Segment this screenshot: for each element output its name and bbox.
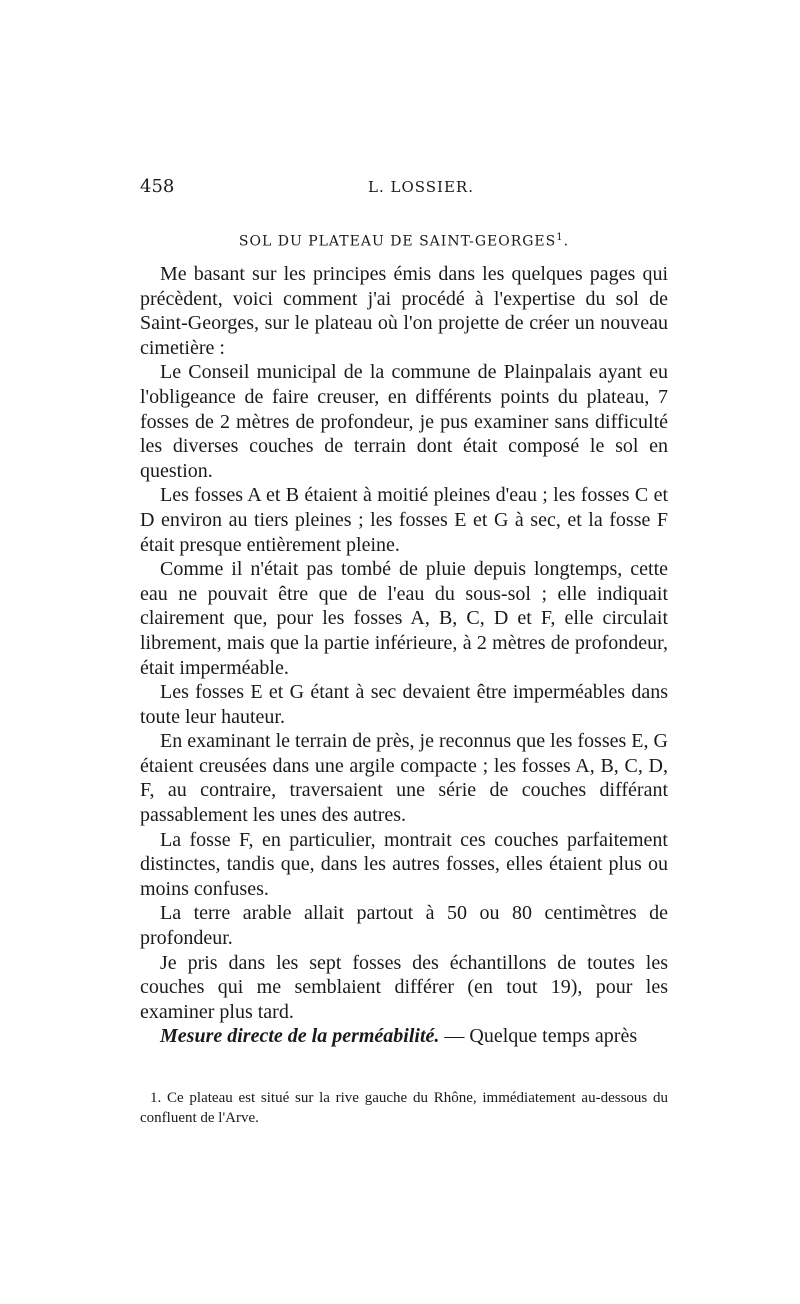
footnote: 1. Ce plateau est situé sur la rive gauche du Rhône, immédiatement au-dessous du confluent de l'Arve. [140, 1090, 668, 1126]
paragraph: Je pris dans les sept fosses des échantillons de toutes les couches qui me semblaient différer (en tout 19), pour les examiner plus tard. [140, 951, 668, 1023]
italic-lead: Mesure directe de la perméabilité. [160, 1025, 440, 1048]
page-number: 458 [140, 176, 175, 197]
paragraph: En examinant le terrain de près, je reconnus que les fosses E, G étaient creusées dans une argile compacte ; les fosses A, B, C, D, F, au contraire, traversaient une série de couches différant passablement les unes des autres. [140, 730, 668, 827]
paragraph: La terre arable allait partout à 50 ou 80 centimètres de profondeur. [140, 902, 668, 950]
section-heading-text: SOL DU PLATEAU DE SAINT-GEORGES [238, 233, 557, 250]
footnote-marker: 1 [556, 232, 564, 243]
paragraph: Les fosses A et B étaient à moitié pleines d'eau ; les fosses C et D environ au tiers pleines ; les fosses E et G à sec, et la fosse F était presque entièrement pleine. [140, 484, 668, 556]
paragraph: Les fosses E et G étant à sec devaient être imperméables dans toute leur hauteur. [140, 681, 668, 728]
paragraph: La fosse F, en particulier, montrait ces couches parfaitement distinctes, tandis que, dans les autres fosses, elles étaient plus ou moins confuses. [140, 828, 668, 900]
paragraph: Le Conseil municipal de la commune de Plainpalais ayant eu l'obligeance de faire creuser, en différents points du plateau, 7 fosses de 2 mètres de profondeur, je pus examiner sans difficulté les diverses couches de terrain dont était composé le sol en question. [140, 361, 668, 482]
paragraph-last [140, 1024, 668, 1049]
section-heading: SOL DU PLATEAU DE SAINT-GEORGES$^1$. [238, 232, 570, 250]
running-head [140, 176, 668, 200]
body-text [140, 262, 668, 1049]
running-title: L. LOSSIER. [368, 178, 474, 196]
paragraph-last-text: — Quelque temps après [439, 1025, 638, 1048]
paragraph: Me basant sur les principes émis dans les quelques pages qui précèdent, voici comment j'ai procédé à l'expertise du sol de Saint-Georges, sur le plateau où l'on projette de créer un nouveau cimetière : [140, 263, 668, 359]
paragraph: Comme il n'était pas tombé de pluie depuis longtemps, cette eau ne pouvait être que de l'eau du sous-sol ; elle indiquait clairement que, pour les fosses A, B, C, D et F, elle circulait librement, mais que la partie inférieure, à 2 mètres de profondeur, était imperméable. [140, 558, 668, 679]
